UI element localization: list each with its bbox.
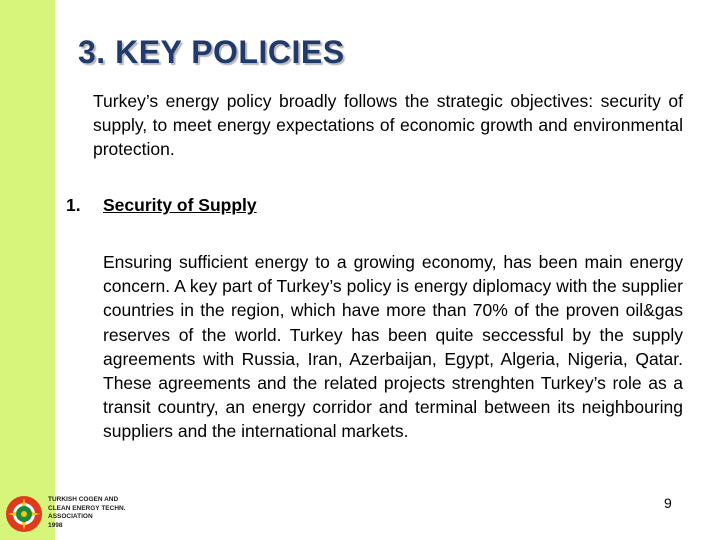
section-number: 1.	[66, 195, 81, 215]
section-title: Security of Supply	[103, 195, 257, 215]
intro-paragraph: Turkey’s energy policy broadly follows the strategic objectives: security of supply, to meet energy expectations of economic growth and environmental protection.	[93, 91, 683, 159]
association-logo-icon	[4, 494, 44, 534]
side-accent-bar	[0, 0, 55, 540]
association-logo	[2, 492, 162, 538]
slide-title: 3. KEY POLICIES	[78, 34, 345, 70]
section-heading	[66, 195, 257, 216]
section-body: Ensuring sufficient energy to a growing economy, has been main energy concern. A key part of Turkey’s policy is energy diplomacy with the supplier countries in the region, which have more than 70% of the proven oil&gas reserves of the world. Turkey has been quite seccessful by the supply agreements with Russia, Iran, Azerbaijan, Egypt, Algeria, Nigeria, Qatar. These agreements and the related projects strenghten Turkey’s role as a transit country, an energy corridor and terminal between its neighbouring suppliers and the international markets.	[103, 252, 683, 442]
page-number: 9	[664, 495, 672, 511]
logo-text: TURKISH COGEN AND CLEAN ENERGY TECHN. ASSOCIATION 1998	[48, 496, 126, 529]
